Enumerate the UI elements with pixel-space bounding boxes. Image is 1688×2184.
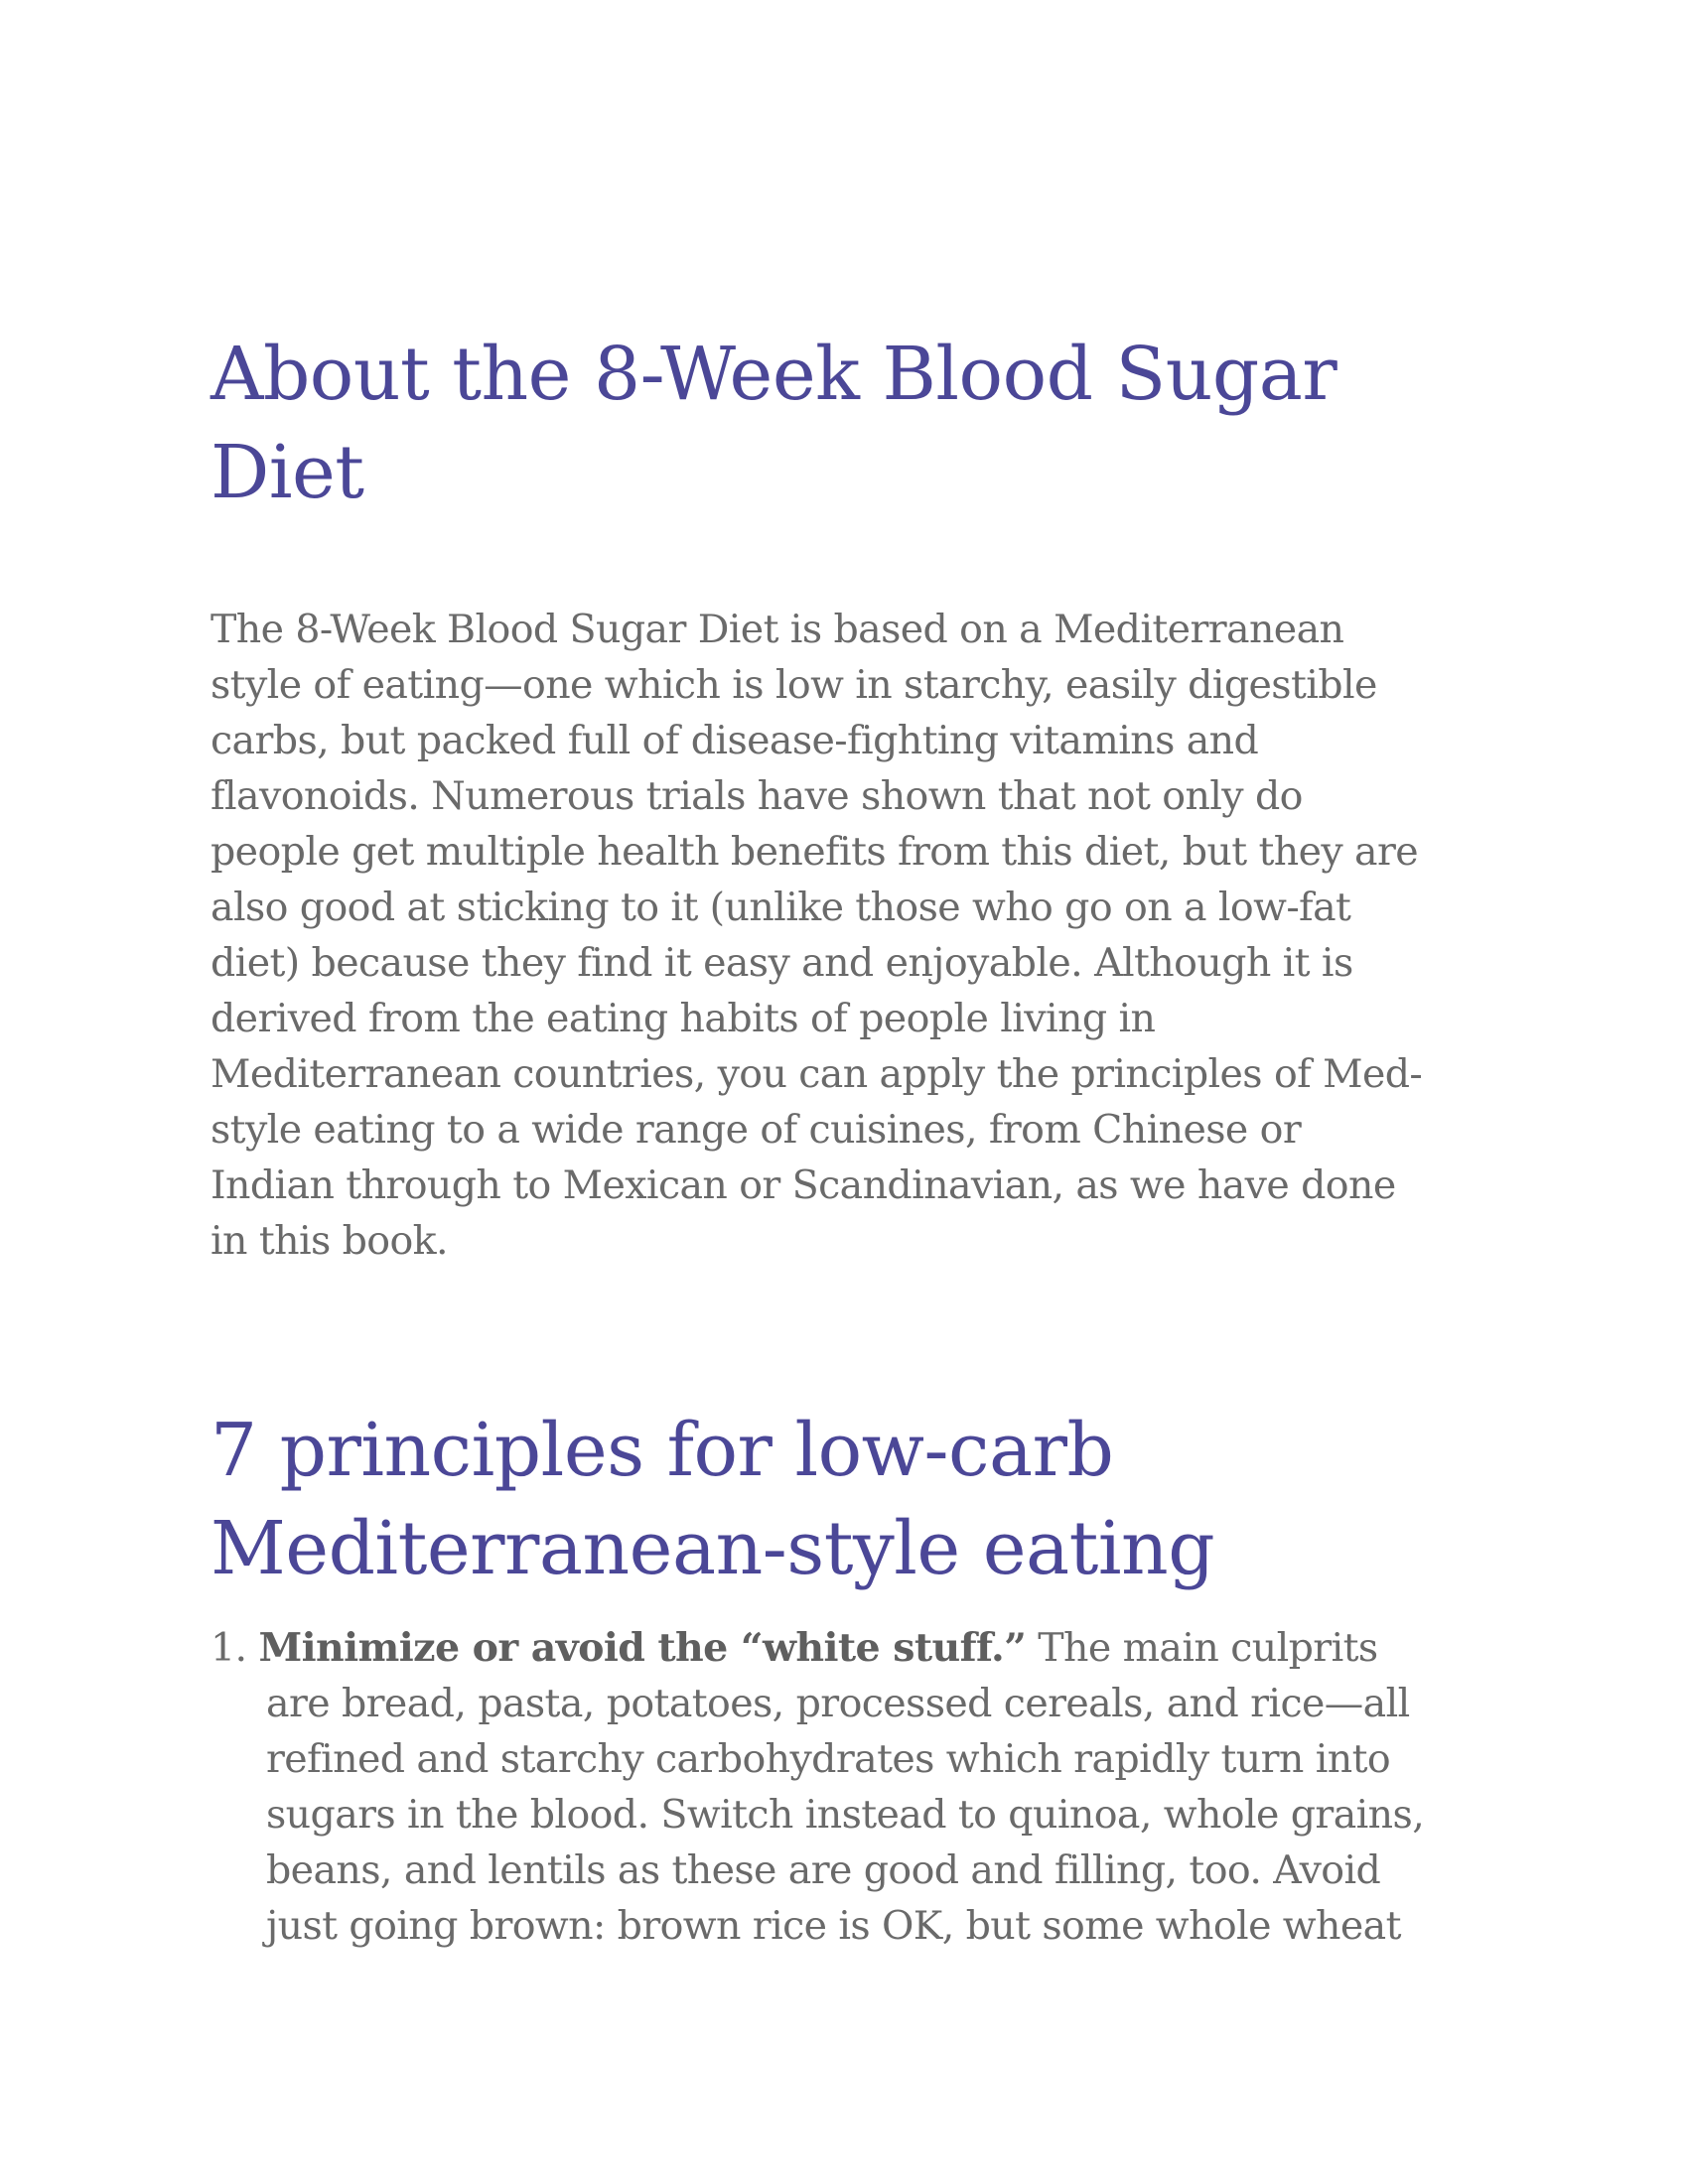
- paragraph-line: style eating to a wide range of cuisines, from Chinese or: [211, 1107, 1302, 1153]
- paragraph-line: derived from the eating habits of people living in: [211, 996, 1156, 1041]
- list-item-lead: Minimize or avoid the “white stuff.”: [258, 1625, 1027, 1671]
- paragraph-line: style of eating—one which is low in starchy, easily digestible: [211, 662, 1377, 708]
- list-item-line: sugars in the blood. Switch instead to quinoa, whole grains,: [266, 1792, 1425, 1838]
- paragraph-line: Mediterranean countries, you can apply the principles of Med-: [211, 1051, 1423, 1097]
- paragraph-line: diet) because they find it easy and enjoyable. Although it is: [211, 940, 1353, 986]
- paragraph-line: also good at sticking to it (unlike those who go on a low-fat: [211, 885, 1351, 930]
- list-item-line: refined and starchy carbohydrates which rapidly turn into: [266, 1736, 1391, 1782]
- list-item-first-line: [211, 1620, 1501, 1676]
- heading-line: Mediterranean-style eating: [211, 1506, 1215, 1591]
- heading-line: Diet: [211, 430, 364, 515]
- paragraph-line: Indian through to Mexican or Scandinavian, as we have done: [211, 1162, 1396, 1208]
- paragraph-line: people get multiple health benefits from this diet, but they are: [211, 829, 1419, 875]
- heading-line: About the 8-Week Blood Sugar: [211, 332, 1337, 417]
- heading-line: 7 principles for low-carb: [211, 1408, 1114, 1493]
- paragraph-line: The 8-Week Blood Sugar Diet is based on a Mediterranean: [211, 607, 1344, 652]
- section-heading-principles: [211, 1402, 1491, 1598]
- intro-paragraph: [211, 602, 1501, 1269]
- paragraph-line: in this book.: [211, 1218, 448, 1264]
- list-item-line: are bread, pasta, potatoes, processed cereals, and rice—all: [266, 1681, 1410, 1726]
- list-item-text: The main culprits: [1026, 1625, 1378, 1671]
- paragraph-line: flavonoids. Numerous trials have shown that not only do: [211, 773, 1303, 819]
- list-item-line: just going brown: brown rice is OK, but some whole wheat: [266, 1903, 1401, 1949]
- paragraph-line: carbs, but packed full of disease-fighting vitamins and: [211, 718, 1259, 763]
- section-heading-about: [211, 326, 1491, 522]
- list-item: [211, 1620, 1501, 1954]
- list-number: 1.: [211, 1625, 247, 1671]
- list-item-line: beans, and lentils as these are good and filling, too. Avoid: [266, 1847, 1381, 1893]
